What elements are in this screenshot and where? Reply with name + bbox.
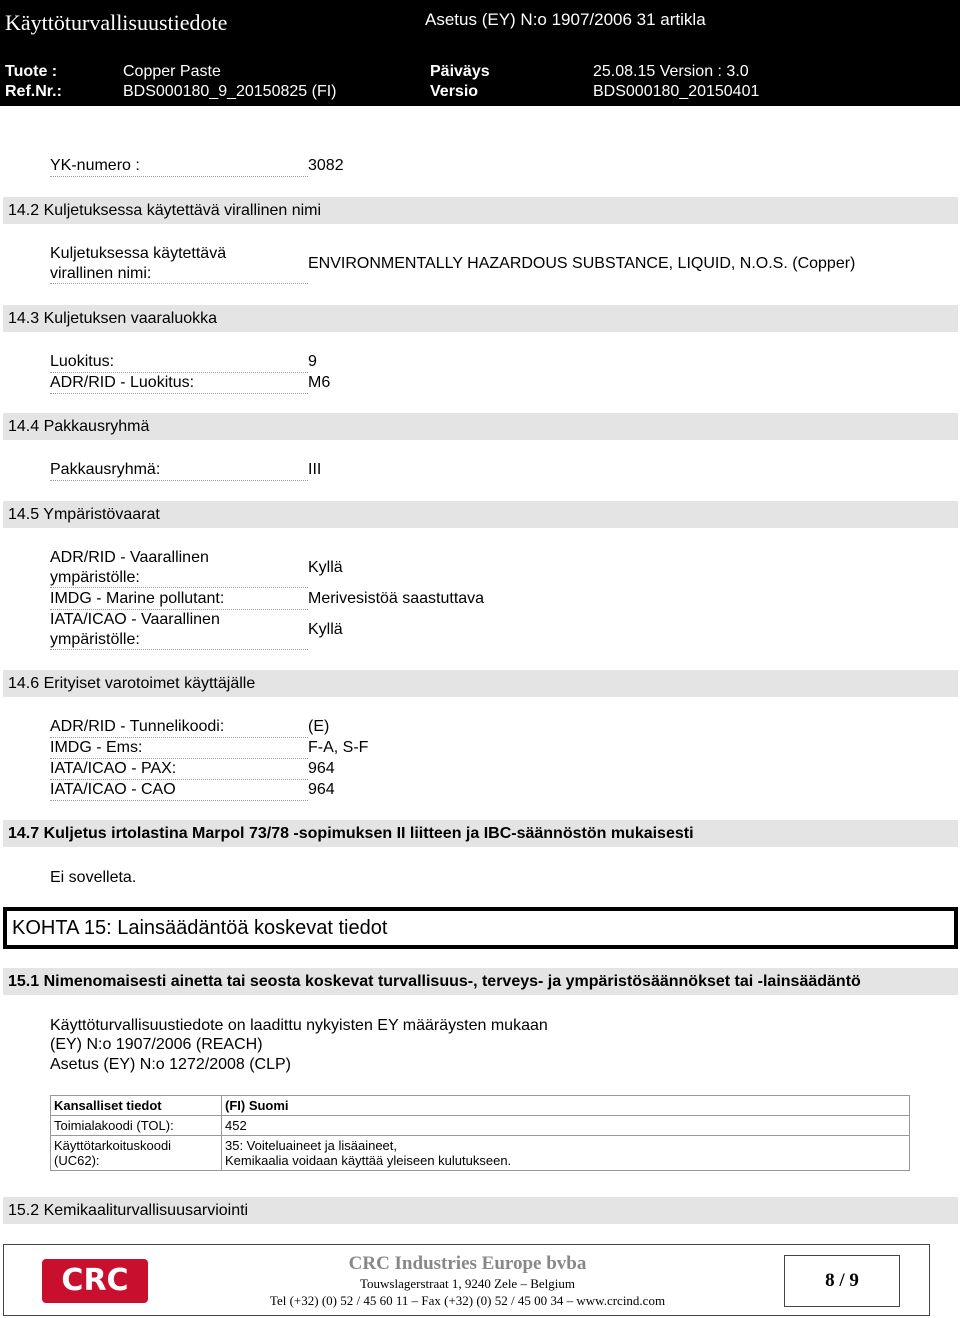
adr-classification-value: M6 [308,374,331,391]
company-address: Touwslagerstraat 1, 9240 Zele – Belgium [360,1276,575,1291]
adr-classification-label: ADR/RID - Luokitus: [50,373,308,394]
section-14-4-heading: 14.4 Pakkausryhmä [3,413,958,440]
date-value: 25.08.15 Version : 3.0 [593,63,749,80]
product-label: Tuote : [5,63,58,80]
classification-label: Luokitus: [50,352,308,373]
company-contact: Tel (+32) (0) 52 / 45 60 11 – Fax (+32) (0) 52 / 45 00 34 – www.crcind.com [269,1293,666,1308]
shipping-name-label-line1: Kuljetuksessa käytettävä [50,245,227,262]
tunnel-code-label: ADR/RID - Tunnelikoodi: [50,717,308,738]
regulation-reference: Asetus (EY) N:o 1907/2006 31 artikla [425,10,706,29]
country-header: (FI) Suomi [222,1096,910,1116]
section-15-1-heading: 15.1 Nimenomaisesti ainetta tai seosta koskevat turvallisuus-, terveys- ja ympäristösäännökset tai -lainsäädäntö [3,968,958,995]
table-row [51,1096,910,1116]
tunnel-code-value: (E) [308,718,330,735]
un-number-value: 3082 [308,157,344,174]
iata-pax-label: IATA/ICAO - PAX: [50,759,308,780]
version-value: BDS000180_20150401 [593,83,760,100]
ref-label: Ref.Nr.: [5,83,62,100]
use-code-value-line1: 35: Voiteluaineet ja lisäaineet, [225,1138,398,1153]
section-14-7-text: Ei sovelleta. [50,869,137,886]
un-number-label: YK-numero : [50,156,308,177]
document-header [0,0,960,106]
use-code-label-line1: Käyttötarkoituskoodi [54,1138,172,1153]
table-row [51,1116,910,1136]
adr-env-hazard-value: Kyllä [308,559,343,576]
iata-cao-label: IATA/ICAO - CAO [50,780,308,801]
use-code-label-line2: (UC62): [54,1153,100,1168]
product-value: Copper Paste [123,63,221,80]
national-info-table [50,1095,910,1171]
use-code-label [51,1136,222,1171]
industry-code-label: Toimialakoodi (TOL): [51,1116,222,1136]
industry-code-value: 452 [222,1116,910,1136]
date-label: Päiväys [430,63,490,80]
marine-pollutant-label: IMDG - Marine pollutant: [50,589,308,610]
packing-group-value: III [308,461,322,478]
ref-value: BDS000180_9_20150825 (FI) [123,83,337,100]
regulation-line-2: (EY) N:o 1907/2006 (REACH) [50,1036,263,1053]
section-14-3-heading: 14.3 Kuljetuksen vaaraluokka [3,305,958,332]
regulation-line-3: Asetus (EY) N:o 1272/2008 (CLP) [50,1056,292,1073]
classification-value: 9 [308,353,317,370]
use-code-value [222,1136,910,1171]
adr-env-hazard-label-line2: ympäristölle: [50,569,140,586]
page-number: 8 / 9 [784,1255,900,1307]
section-14-2-heading: 14.2 Kuljetuksessa käytettävä virallinen nimi [3,197,958,224]
section-14-5-heading: 14.5 Ympäristövaarat [3,501,958,528]
section-15-title: KOHTA 15: Lainsäädäntöä koskevat tiedot [3,907,958,949]
use-code-value-line2: Kemikaalia voidaan käyttää yleiseen kulutukseen. [225,1153,512,1168]
iata-env-hazard-label-line1: IATA/ICAO - Vaarallinen [50,611,220,628]
imdg-ems-value: F-A, S-F [308,739,369,756]
document-title: Käyttöturvallisuustiedote [5,10,228,35]
version-label: Versio [430,83,479,100]
national-info-header: Kansalliset tiedot [51,1096,222,1116]
page-footer [3,1244,930,1316]
regulation-line-1: Käyttöturvallisuustiedote on laadittu nykyisten EY määräysten mukaan [50,1017,548,1034]
section-14-7-heading: 14.7 Kuljetus irtolastina Marpol 73/78 -sopimuksen II liitteen ja IBC-säännöstön mukaisesti [3,820,958,847]
iata-env-hazard-value: Kyllä [308,621,343,638]
adr-env-hazard-label [50,548,308,588]
company-name: CRC Industries Europe bvba [348,1253,587,1274]
table-row [51,1136,910,1171]
iata-pax-value: 964 [308,760,335,777]
iata-env-hazard-label [50,610,308,650]
adr-env-hazard-label-line1: ADR/RID - Vaarallinen [50,549,209,566]
packing-group-label: Pakkausryhmä: [50,460,308,481]
crc-logo: CRC [42,1259,148,1303]
section-14-6-heading: 14.6 Erityiset varotoimet käyttäjälle [3,670,958,697]
iata-env-hazard-label-line2: ympäristölle: [50,631,140,648]
marine-pollutant-value: Merivesistöä saastuttava [308,590,485,607]
shipping-name-value: ENVIRONMENTALLY HAZARDOUS SUBSTANCE, LIQUID, N.O.S. (Copper) [308,255,856,272]
imdg-ems-label: IMDG - Ems: [50,738,308,759]
shipping-name-label [50,244,308,284]
section-15-2-heading: 15.2 Kemikaaliturvallisuusarviointi [3,1197,958,1224]
iata-cao-value: 964 [308,781,335,798]
shipping-name-label-line2: virallinen nimi: [50,265,152,282]
